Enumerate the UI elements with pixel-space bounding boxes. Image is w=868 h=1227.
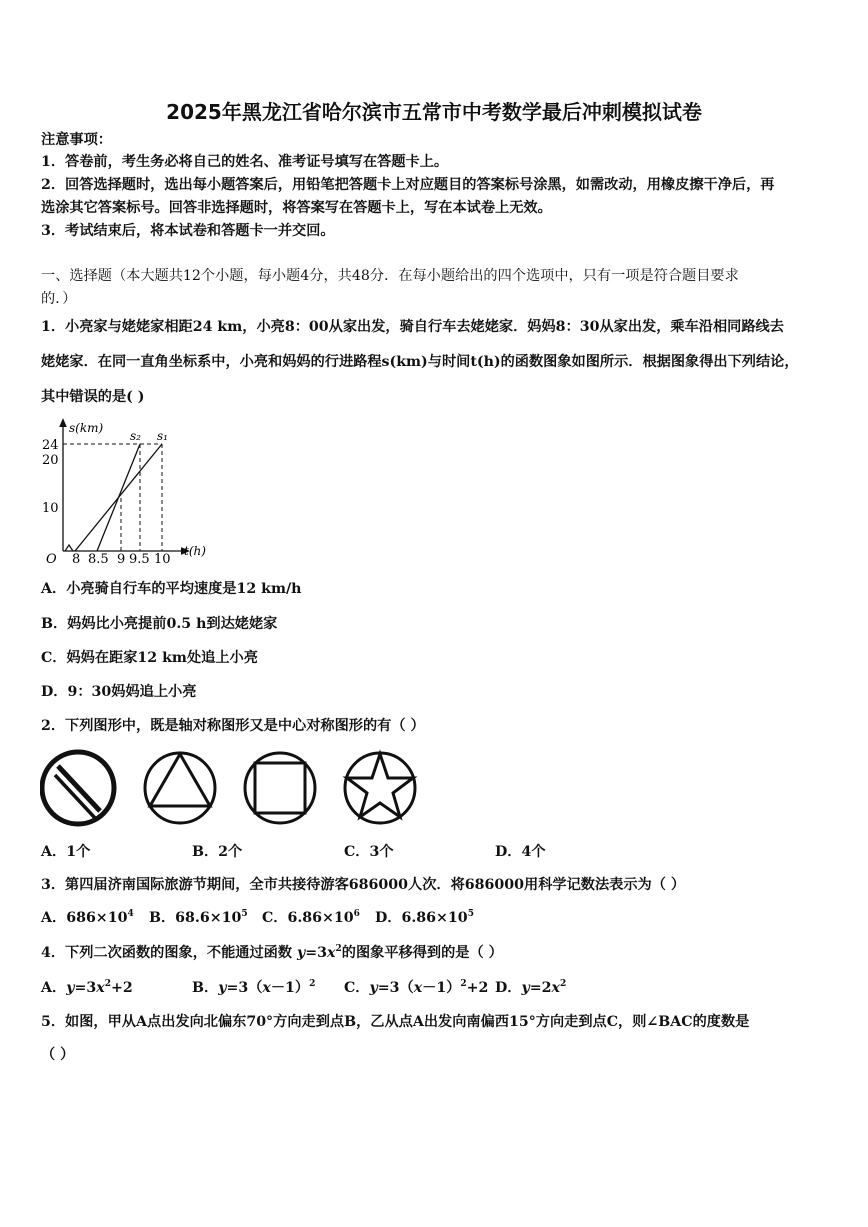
- q3-option-b: B．$68.6\times 10^5$: [149, 909, 248, 926]
- q3-option-c: C．$6.86\times 10^6$: [262, 909, 360, 926]
- q5-stem-line1: 5．如图，甲从A点出发向北偏东70°方向走到点B，乙从点A出发向南偏西15°方向走到点C，则∠BAC的度数是: [41, 1014, 750, 1030]
- q1-option-c: C．妈妈在距家12 km处追上小亮: [41, 650, 258, 666]
- star-in-circle-figure: [345, 753, 415, 823]
- q5-stem-line2: （ ）: [41, 1047, 75, 1063]
- q4-stem: 4．下列二次函数的图象，不能通过函数 $y=3x^2$的图象平移得到的是（ ）: [41, 944, 503, 961]
- origin-label: O: [46, 552, 57, 567]
- q4-option-c: C．$y=3(x-1)^2+2$: [344, 979, 489, 996]
- q2-stem: 2．下列图形中，既是轴对称图形又是中心对称图形的有（ ）: [41, 718, 425, 734]
- notice-item-2-cont: 选涂其它答案标号。回答非选择题时，将答案写在答题卡上，写在本试卷上无效。: [41, 200, 552, 216]
- q3-stem: 3．第四届济南国际旅游节期间，全市共接待游客686000人次．将686000用科学记数法表示为（ ）: [41, 877, 686, 893]
- q2-option-d: D．4个: [495, 844, 546, 860]
- x-tick-10: 10: [154, 552, 171, 567]
- y-tick-10: 10: [42, 501, 59, 516]
- notice-item-2: 2．回答选择题时，选出每小题答案后，用铅笔把答题卡上对应题目的答案标号涂黑，如需改动，用橡皮擦干净后，再: [41, 177, 775, 193]
- q2-option-c: C．3个: [344, 844, 394, 860]
- section-heading-cont: 的．）: [41, 291, 77, 307]
- label-s1: s₁: [157, 429, 168, 443]
- q4-option-d: D．$y=2x^2$: [495, 979, 567, 996]
- notice-item-3: 3．考试结束后，将本试卷和答题卡一并交回。: [41, 223, 335, 239]
- axis-break: [65, 545, 73, 551]
- q1-stem-line1: 1．小亮家与姥姥家相距24 km，小亮8：00从家出发，骑自行车去姥姥家．妈妈8：30从家出发，乘车沿相同路线去: [41, 319, 784, 335]
- graph-line-s2: [97, 444, 140, 551]
- notice-item-1: 1．答卷前，考生务必将自己的姓名、准考证号填写在答题卡上。: [41, 154, 449, 170]
- y-tick-20: 20: [42, 453, 59, 468]
- x-axis-label: t(h): [184, 544, 206, 558]
- q1-stem-line3: 其中错误的是( ): [41, 389, 145, 405]
- q1-stem-line2: 姥姥家．在同一直角坐标系中，小亮和妈妈的行进路程s(km)与时间t(h)的函数图象如图所示．根据图象得出下列结论，: [41, 354, 799, 370]
- q2-figures: [40, 748, 425, 832]
- q3-option-a: A．$686\times 10^4$: [41, 909, 134, 926]
- q1-option-b: B．妈妈比小亮提前0.5 h到达姥姥家: [41, 616, 278, 632]
- triangle-in-circle-figure: [145, 753, 215, 823]
- circle-with-diagonal-bar-figure: [42, 752, 114, 824]
- x-tick-8: 8: [72, 552, 81, 567]
- x-tick-9: 9: [117, 552, 126, 567]
- q2-option-b: B．2个: [192, 844, 243, 860]
- q1-option-d: D．9：30妈妈追上小亮: [41, 684, 197, 700]
- page-title: 2025年黑龙江省哈尔滨市五常市中考数学最后冲刺模拟试卷: [166, 100, 702, 124]
- notice-heading: 注意事项：: [41, 132, 112, 148]
- x-tick-9-5: 9.5: [129, 552, 150, 567]
- q4-option-a: A．$y=3x^2+2$: [41, 979, 133, 996]
- label-s2: s₂: [130, 429, 141, 443]
- q1-distance-time-graph: [38, 418, 228, 568]
- y-tick-24: 24: [42, 438, 59, 453]
- section-heading: 一、选择题（本大题共12个小题，每小题4分，共48分．在每小题给出的四个选项中，只有一项是符合题目要求: [41, 268, 739, 284]
- q1-option-a: A．小亮骑自行车的平均速度是12 km/h: [41, 581, 302, 597]
- square-in-circle-figure: [245, 753, 315, 823]
- y-axis-label: s(km): [69, 421, 104, 435]
- x-tick-8-5: 8.5: [88, 552, 109, 567]
- q3-option-d: D．$6.86\times 10^5$: [375, 909, 474, 926]
- q2-option-a: A．1个: [41, 844, 91, 860]
- q4-option-b: B．$y=3(x-1)^2$: [192, 979, 316, 996]
